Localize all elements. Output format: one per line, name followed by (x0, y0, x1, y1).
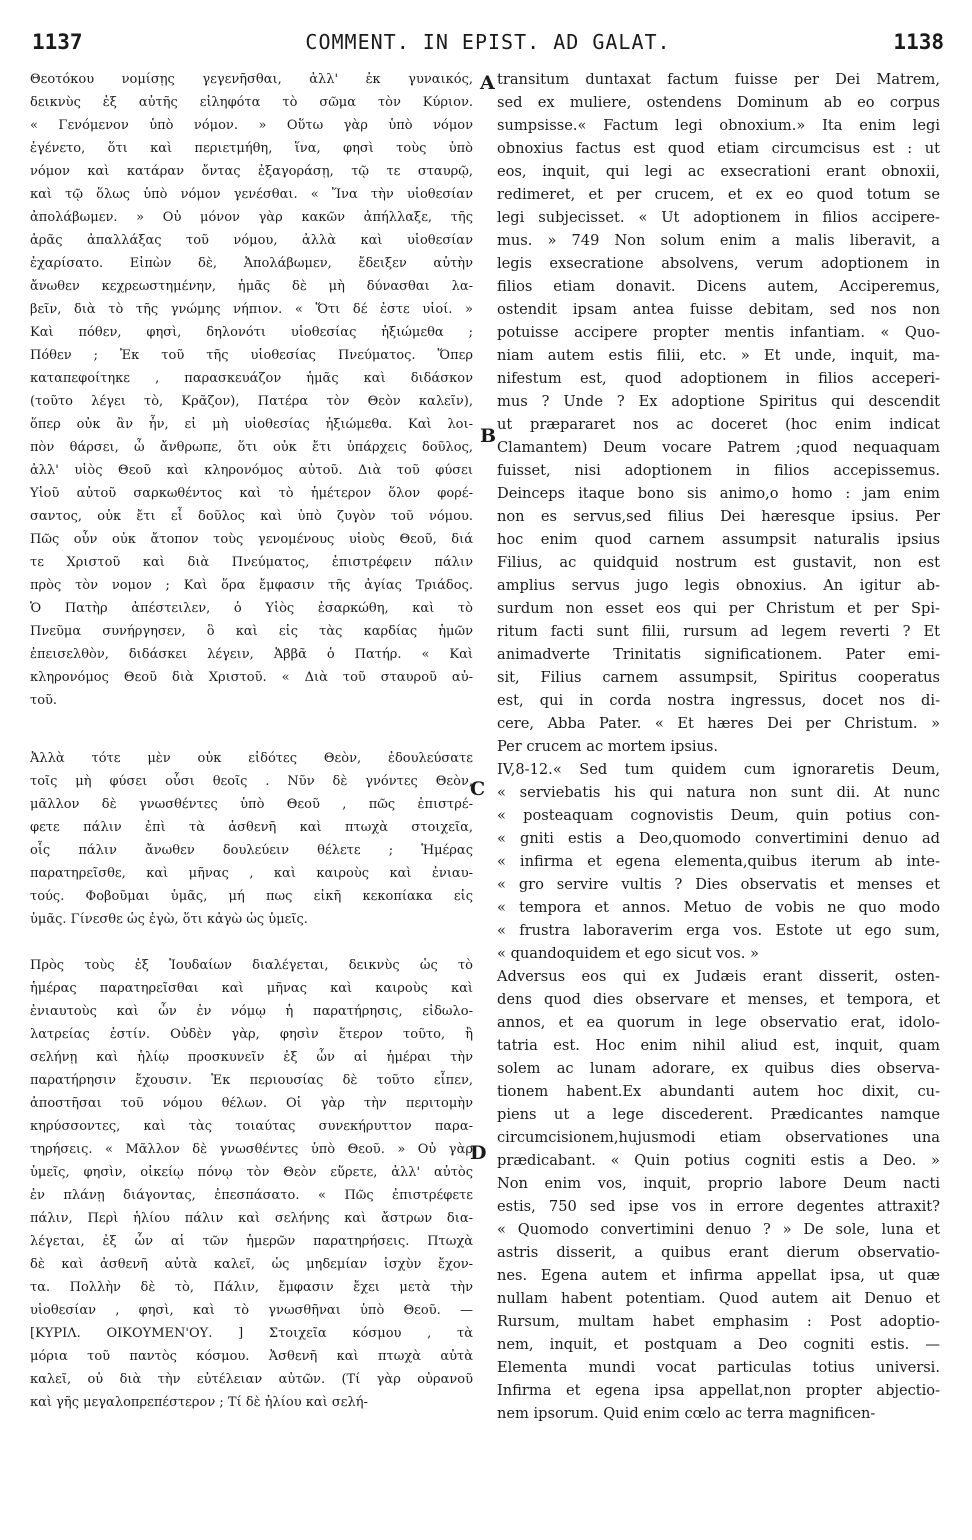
text-line: cere, Abba Pater. « Et hæres Dei per Christum. » (497, 715, 940, 732)
text-line: βεῖν, διὰ τὸ τῆς γνώμης νήπιον. « Ὅτι δέ ἐστε υἱοί. » (30, 302, 473, 317)
text-line: δεικνὺς ἐξ αὐτῆς εἰληφότα τὸ σῶμα τὸν Κύριον. (30, 95, 473, 110)
text-line: Πνεῦμα συνήργησεν, ὃ καὶ εἰς τὰς καρδίας ἡμῶν (30, 624, 473, 639)
text-line: ἀρᾶς ἀπαλλάξας τοῦ νόμου, ἀλλὰ καὶ υἱοθεσίαν (30, 233, 473, 248)
text-line: νόμον καὶ κατάραν ὄντας ἐξαγοράσῃ, τῷ τε σταυρῷ, (30, 164, 473, 179)
text-line: πάλιν, Περὶ ἡλίου πάλιν καὶ σελήνης καὶ ἄστρων δια- (30, 1211, 473, 1226)
text-line: [ΚΥΡΙΛ. ΟΙΚΟΥΜΕΝ'ΟΥ. ] Στοιχεῖα κόσμου , τὰ (30, 1326, 473, 1341)
text-line: tionem habent.Ex abundanti autem hoc dixit, cu- (497, 1083, 940, 1100)
text-line: IV,8-12.« Sed tum quidem cum ignoraretis Deum, (497, 761, 940, 778)
greek-paragraph-1 (30, 68, 473, 712)
text-line: δὲ καὶ ἀσθενῆ αὐτὰ καλεῖ, ὡς μηδεμίαν ἰσχὺν ἔχον- (30, 1257, 473, 1272)
section-marker-c: C (470, 778, 486, 800)
text-line: οἷς πάλιν ἄνωθεν δουλεύειν θέλετε ; Ἡμέρας (30, 843, 473, 858)
text-line: ritum facti sunt filii, rursum ad legem reverti ? Et (497, 623, 940, 640)
text-line: ἐν πλάνῃ διάγοντας, ἐπεσπάσατο. « Πῶς ἐπιστρέφετε (30, 1188, 473, 1203)
running-header (32, 30, 944, 60)
text-line: Per crucem ac mortem ipsius. (497, 738, 719, 755)
text-line: « frustra laboraverim erga vos. Estote ut ego sum, (497, 922, 940, 939)
text-line: nes. Egena autem et infirma appellat ipsa, ut quæ (497, 1267, 940, 1284)
page-number-left: 1137 (32, 30, 83, 54)
text-line: « quandoquidem et ego sicut vos. » (497, 945, 759, 962)
text-line: legi subjecisset. « Ut adoptionem in filios accipere- (497, 209, 940, 226)
text-line: « gro servire vultis ? Dies observatis et menses et (497, 876, 940, 893)
text-line: Καὶ πόθεν, φησὶ, δηλονότι υἱοθεσίας ἠξιώμεθα ; (30, 325, 473, 340)
page-number-right: 1138 (893, 30, 944, 54)
text-line: redimeret, et per crucem, et ex eo quod totum se (497, 186, 940, 203)
latin-paragraph-1 (497, 68, 940, 758)
text-line: mus ? Unde ? Ex adoptione Spiritus qui descendit (497, 393, 940, 410)
text-line: est, qui in corda nostra ingressus, docet nos di- (497, 692, 940, 709)
text-line: Ὁ Πατὴρ ἀπέστειλεν, ὁ Υἱὸς ἐσαρκώθη, καὶ τὸ (30, 601, 473, 616)
greek-paragraph-2 (30, 747, 473, 931)
text-line: μᾶλλον δὲ γνωσθέντες ὑπὸ Θεοῦ , πῶς ἐπιστρέ- (30, 797, 473, 812)
text-line: ἐνιαυτοὺς καὶ ὧν ἐν νόμῳ ἡ παρατήρησις, εἰδωλο- (30, 1004, 473, 1019)
text-line: Υἱοῦ αὐτοῦ σαρκωθέντος καὶ τὸ ἡμέτερον ὅλον φορέ- (30, 486, 473, 501)
text-line: ἀλλ' υἱὸς Θεοῦ καὶ κληρονόμος αὐτοῦ. Διὰ τοῦ φύσει (30, 463, 473, 478)
text-line: τηρήσεις. « Μᾶλλον δὲ γνωσθέντες ὑπὸ Θεοῦ. » Οὐ γὰρ (30, 1142, 473, 1157)
text-line: prædicabant. « Quin potius cogniti estis a Deo. » (497, 1152, 940, 1169)
text-line: Rursum, multam habet emphasim : Post adoptio- (497, 1313, 940, 1330)
text-line: mus. » 749 Non solum enim a malis liberavit, a (497, 232, 940, 249)
text-line: « posteaquam cognovistis Deum, quin potius con- (497, 807, 940, 824)
text-line: ἄνωθεν κεχρεωστημένην, ἡμᾶς δὲ μὴ δύνασθαι λα- (30, 279, 473, 294)
text-line: « serviebatis his qui natura non sunt dii. At nunc (497, 784, 940, 801)
text-line: Filius, ac quidquid nostrum est gustavit, non est (497, 554, 940, 571)
text-line: Elementa mundi vocat particulas totius universi. (497, 1359, 940, 1376)
text-line: λατρείας ἐστίν. Οὐδὲν γὰρ, φησὶν ἕτερον τοῦτο, ἢ (30, 1027, 473, 1042)
text-line: λέγεται, ἐξ ὧν αἱ τῶν ἡμερῶν παρατηρήσεις. Πτωχὰ (30, 1234, 473, 1249)
text-line: transitum duntaxat factum fuisse per Dei Matrem, (497, 71, 940, 88)
text-line: surdum non esset eos qui per Christum et per Spi- (497, 600, 940, 617)
text-line: τούς. Φοβοῦμαι ὑμᾶς, μή πως εἰκῆ κεκοπίακα εἰς (30, 889, 473, 904)
text-line: « gniti estis a Deo,quomodo convertimini denuo ad (497, 830, 940, 847)
text-line: dens quod dies observare et menses, et tempora, et (497, 991, 940, 1008)
text-line: ὑμᾶς. Γίνεσθε ὡς ἐγὼ, ὅτι κἀγὼ ὡς ὑμεῖς. (30, 912, 308, 927)
text-line: ostendit ipsam antea fuisse debitam, sed nos non (497, 301, 940, 318)
text-line: sed ex muliere, ostendens Dominum ab eo corpus (497, 94, 940, 111)
text-line: « infirma et egena elementa,quibus iterum ab inte- (497, 853, 940, 870)
text-line: ἀποστῆσαι τοῦ νόμου θέλων. Οἱ γὰρ τὴν περιτομὴν (30, 1096, 473, 1111)
text-line: υἱοθεσίαν , φησὶ, καὶ τὸ γνωσθῆναι ὑπὸ Θεοῦ. — (30, 1303, 473, 1318)
text-line: solem ac lunam adorare, ex quibus dies observa- (497, 1060, 940, 1077)
text-line: sit, Filius carnem assumpsit, Spiritus cooperatus (497, 669, 940, 686)
section-marker-b: B (480, 425, 497, 447)
text-line: ὅπερ οὐκ ἂν ἦν, εἰ μὴ υἱοθεσίας ἠξιώμεθα. Καὶ λοι- (30, 417, 473, 432)
text-line: « Quomodo convertimini denuo ? » De sole, luna et (497, 1221, 940, 1238)
text-line: nem ipsorum. Quid enim cœlo ac terra magnificen- (497, 1405, 876, 1422)
text-line: ut præpararet nos ac doceret (hoc enim indicat (497, 416, 940, 433)
text-line: πρὸς τὸν νομον ; Καὶ ὅρα ἔμφασιν τῆς ἁγίας Τριάδος. (30, 578, 473, 593)
text-line: Deinceps itaque bono sis animo,o homo : jam enim (497, 485, 940, 502)
text-line: παρατήρησιν ἔχουσιν. Ἐκ περιουσίας δὲ τοῦτο εἶπεν, (30, 1073, 473, 1088)
text-line: σαντος, οὐκ ἔτι εἶ δοῦλος καὶ ὑπὸ ζυγὸν τοῦ νόμου. (30, 509, 473, 524)
text-line: κηρύσσοντες, καὶ τὰς τοιαύτας συνεκήρυττον παρα- (30, 1119, 473, 1134)
text-line: πὸν θάρσει, ὦ ἄνθρωπε, ὅτι οὐκ ἔτι ὑπάρχεις δοῦλος, (30, 440, 473, 455)
text-line: tatria est. Hoc enim nihil aliud est, inquit, quam (497, 1037, 940, 1054)
text-line: sumpsisse.« Factum legi obnoxium.» Ita enim legi (497, 117, 940, 134)
text-line: « tempora et annos. Metuo de vobis ne quo modo (497, 899, 940, 916)
latin-paragraph-3 (497, 965, 940, 1425)
text-line: μόρια τοῦ παντὸς κόσμου. Ἀσθενῆ καὶ πτωχὰ αὐτὰ (30, 1349, 473, 1364)
text-line: Infirma et egena ipsa appellat,non propter abjectio- (497, 1382, 940, 1399)
text-line: Πῶς οὖν οὐκ ἄτοπον τοὺς γενομένους υἱοὺς Θεοῦ, διά (30, 532, 473, 547)
section-marker-d: D (470, 1142, 487, 1164)
text-line: Θεοτόκου νομίσῃς γεγενῆσθαι, ἀλλ' ἐκ γυναικός, (30, 72, 473, 87)
text-line: ἐγένετο, ὅτι καὶ περιετμήθη, ἵνα, φησὶ τοὺς ὑπὸ (30, 141, 473, 156)
text-line: fuisset, nisi adoptionem in filios accepissemus. (497, 462, 940, 479)
text-line: τοῖς μὴ φύσει οὖσι θεοῖς . Νῦν δὲ γνόντες Θεὸν, (30, 774, 473, 789)
text-line: Πρὸς τοὺς ἐξ Ἰουδαίων διαλέγεται, δεικνὺς ὡς τὸ (30, 958, 473, 973)
text-line: non es servus,sed filius Dei hæresque ipsius. Per (497, 508, 940, 525)
text-line: hoc enim quod carnem assumpsit naturalis ipsius (497, 531, 940, 548)
text-line: eos, inquit, qui legi ac exsecrationi erant obnoxii, (497, 163, 940, 180)
text-line: καταπεφοίτηκε , παρασκευάζον ἡμᾶς καὶ διδάσκον (30, 371, 473, 386)
text-line: « Γενόμενον ὑπὸ νόμον. » Οὕτω γὰρ ὑπὸ νόμον (30, 118, 473, 133)
text-line: circumcisionem,hujusmodi etiam observationes una (497, 1129, 940, 1146)
running-title: COMMENT. IN EPIST. AD GALAT. (305, 30, 671, 54)
text-line: Non enim vos, inquit, proprio labore Deum nacti (497, 1175, 940, 1192)
text-line: (τοῦτο λέγει τὸ, Κρᾶζον), Πατέρα τὸν Θεὸν καλεῖν), (30, 394, 473, 409)
text-line: παρατηρεῖσθε, καὶ μῆνας , καὶ καιροὺς καὶ ἐνιαυ- (30, 866, 473, 881)
text-line: Πόθεν ; Ἐκ τοῦ τῆς υἱοθεσίας Πνεύματος. Ὅπερ (30, 348, 473, 363)
latin-column (497, 68, 940, 1425)
text-line: obnoxius factus est quod etiam circumcisus est : ut (497, 140, 940, 157)
section-marker-a: A (480, 72, 495, 94)
text-line: τοῦ. (30, 693, 58, 708)
text-line: φετε πάλιν ἐπὶ τὰ ἀσθενῆ καὶ πτωχὰ στοιχεῖα, (30, 820, 473, 835)
text-line: animadverte Trinitatis significationem. Pater emi- (497, 646, 940, 663)
text-line: nem, inquit, et postquam a Deo cogniti estis. — (497, 1336, 940, 1353)
text-line: τε Χριστοῦ καὶ διὰ Πνεύματος, ἐπιστρέφειν πάλιν (30, 555, 473, 570)
text-line: amplius servus jugo legis obnoxius. An igitur ab- (497, 577, 940, 594)
text-line: καὶ τῷ ὅλως ὑπὸ νόμον γενέσθαι. « Ἵνα τὴν υἱοθεσίαν (30, 187, 473, 202)
text-line: estis, 750 sed ipse vos in errore degentes attraxit? (497, 1198, 940, 1215)
text-line: σελήνῃ καὶ ἡλίῳ προσκυνεῖν ἐξ ὧν αἱ ἡμέραι τὴν (30, 1050, 473, 1065)
text-line: ἀπολάβωμεν. » Οὐ μόνον γὰρ κακῶν ἀπήλλαξε, τῆς (30, 210, 473, 225)
text-line: καὶ γῆς μεγαλοπρεπέστερον ; Τί δὲ ἡλίου καὶ σελή- (30, 1395, 368, 1410)
text-line: ἐπεισελθὸν, διδάσκει λέγειν, Ἀββᾶ ὁ Πατήρ. « Καὶ (30, 647, 473, 662)
greek-paragraph-3 (30, 954, 473, 1414)
text-line: ὑμεῖς, φησὶν, οἰκείῳ πόνῳ τὸν Θεὸν εὕρετε, ἀλλ' αὐτὸς (30, 1165, 473, 1180)
text-line: ἐχαρίσατο. Εἰπὼν δὲ, Ἀπολάβωμεν, ἔδειξεν αὐτὴν (30, 256, 473, 271)
text-line: Clamantem) Deum vocare Patrem ;quod nequaquam (497, 439, 940, 456)
text-line: κληρονόμος Θεοῦ διὰ Χριστοῦ. « Διὰ τοῦ σταυροῦ αὐ- (30, 670, 473, 685)
text-line: καλεῖ, οὐ διὰ τὴν εὐτέλειαν αὐτῶν. (Τί γὰρ οὐρανοῦ (30, 1372, 473, 1387)
text-line: τα. Πολλὴν δὲ τὸ, Πάλιν, ἔμφασιν ἔχει μετὰ τὴν (30, 1280, 473, 1295)
text-line: annos, et ea quorum in lege observatio erat, idolo- (497, 1014, 940, 1031)
text-line: legis exsecratione absolvens, verum adoptionem in (497, 255, 940, 272)
text-line: niam autem estis filii, etc. » Et unde, inquit, ma- (497, 347, 940, 364)
text-line: astris disserit, a quibus erant dierum observatio- (497, 1244, 940, 1261)
text-line: ἡμέρας παρατηρεῖσθαι καὶ μῆνας καὶ καιροὺς καὶ (30, 981, 473, 996)
text-line: Adversus eos qui ex Judæis erant disserit, osten- (497, 968, 940, 985)
greek-column (30, 68, 473, 1414)
text-line: nifestum est, quod adoptionem in filios acceperi- (497, 370, 940, 387)
text-line: piens ut a lege discederent. Prædicantes namque (497, 1106, 940, 1123)
text-line: filios etiam donavit. Dicens autem, Acciperemus, (497, 278, 940, 295)
text-line: Ἀλλὰ τότε μὲν οὐκ εἰδότες Θεὸν, ἐδουλεύσατε (30, 751, 473, 766)
text-line: nullam habent potentiam. Quod autem ait Denuo et (497, 1290, 940, 1307)
latin-paragraph-2 (497, 758, 940, 965)
text-line: potuisse accipere propter mentis infantiam. « Quo- (497, 324, 940, 341)
